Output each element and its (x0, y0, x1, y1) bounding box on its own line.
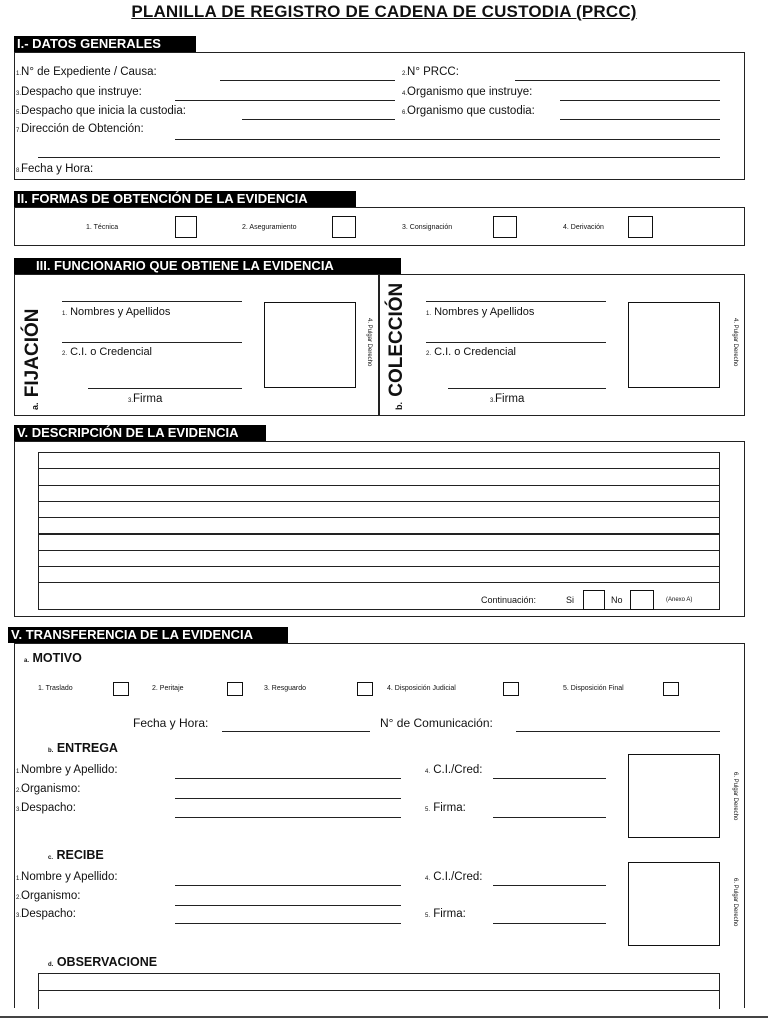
field-expediente-label: 1.N° de Expediente / Causa: (16, 66, 157, 78)
coleccion-thumb-label: 4. Pulgar Derecho (732, 318, 738, 367)
motive-final-label: 5. Disposición Final (563, 685, 624, 692)
coleccion-name-input[interactable] (426, 342, 606, 343)
coleccion-id-label: 2. C.I. o Credencial (426, 346, 517, 358)
fijacion-sign-input[interactable] (88, 388, 242, 389)
section-5-header: V. TRANSFERENCIA DE LA EVIDENCIA (8, 627, 288, 643)
motive-heading: a. MOTIVO (24, 651, 82, 665)
section-3-divider (378, 274, 380, 416)
fijacion-id-label: 2. C.I. o Credencial (62, 346, 153, 358)
delivery-cred-input[interactable] (493, 778, 606, 779)
delivery-sign-label: 5. Firma: (425, 802, 466, 814)
receive-office-input[interactable] (175, 923, 401, 924)
field-organismo-custodia-label: 6.Organismo que custodia: (402, 105, 535, 117)
option-aseguramiento-label: 2. Aseguramiento (242, 224, 297, 231)
delivery-heading: b. ENTREGA (48, 741, 118, 755)
receive-office-label: 3.Despacho: (16, 908, 76, 920)
continuation-label: Continuación: (481, 595, 537, 605)
coleccion-name-label: 1. Nombres y Apellidos (426, 306, 535, 318)
transfer-comm-label: N° de Comunicación: (380, 716, 493, 730)
motive-final-checkbox[interactable] (663, 682, 679, 696)
fijacion-sign-label: 3.Firma (128, 393, 163, 405)
description-area[interactable] (38, 452, 720, 610)
receive-thumb-label: 6. Pulgar Derecho (732, 878, 738, 927)
delivery-org-input[interactable] (175, 798, 401, 799)
motive-judicial-checkbox[interactable] (503, 682, 519, 696)
field-fecha-label: 8.Fecha y Hora: (16, 163, 94, 175)
fijacion-thumb-label: 4. Pulgar Derecho (366, 318, 372, 367)
field-prcc-label: 2.N° PRCC: (402, 66, 459, 78)
annex-label: (Anexo A) (666, 597, 693, 603)
section-1-header: I.- DATOS GENERALES (14, 36, 196, 52)
receive-name-label: 1.Nombre y Apellido: (16, 871, 118, 883)
field-organismo-instruye-label: 4.Organismo que instruye: (402, 86, 533, 98)
observations-heading: d. OBSERVACIONE (48, 955, 158, 969)
continuation-yes-checkbox[interactable] (583, 590, 605, 610)
fijacion-name-label: 1. Nombres y Apellidos (62, 306, 171, 318)
fijacion-top-line (62, 301, 242, 302)
receive-sign-input[interactable] (493, 923, 606, 924)
fijacion-name-input[interactable] (62, 342, 242, 343)
transfer-datetime-label: Fecha y Hora: (133, 716, 209, 730)
receive-sign-label: 5. Firma: (425, 908, 466, 920)
continuation-no-label: No (611, 595, 623, 605)
motive-peritaje-label: 2. Peritaje (152, 685, 184, 692)
receive-org-input[interactable] (175, 905, 401, 906)
coleccion-sign-label: 3.Firma (490, 393, 525, 405)
section-3-header: III. FUNCIONARIO QUE OBTIENE LA EVIDENCIA (14, 258, 401, 274)
field-despacho-custodia-label: 5.Despacho que inicia la custodia: (16, 105, 186, 117)
delivery-office-input[interactable] (175, 817, 401, 818)
delivery-sign-input[interactable] (493, 817, 606, 818)
delivery-thumb-label: 6. Pulgar Derecho (732, 772, 738, 821)
coleccion-thumbprint-box[interactable] (628, 302, 720, 388)
page-title: PLANILLA DE REGISTRO DE CADENA DE CUSTODIA (PRCC) (131, 2, 637, 21)
field-expediente-input[interactable] (220, 80, 395, 81)
field-prcc-input[interactable] (515, 80, 720, 81)
field-direccion-input[interactable] (175, 139, 720, 140)
field-direccion-label: 7.Dirección de Obtención: (16, 123, 144, 135)
field-despacho-instruye-input[interactable] (175, 100, 395, 101)
field-direccion-input-2[interactable] (38, 157, 720, 158)
coleccion-title: b. COLECCIÓN (386, 282, 407, 410)
field-despacho-instruye-label: 3.Despacho que instruye: (16, 86, 142, 98)
transfer-comm-input[interactable] (516, 731, 720, 732)
transfer-datetime-input[interactable] (222, 731, 370, 732)
delivery-office-label: 3.Despacho: (16, 802, 76, 814)
coleccion-top-line (426, 301, 606, 302)
motive-peritaje-checkbox[interactable] (227, 682, 243, 696)
section-4-header: V. DESCRIPCIÓN DE LA EVIDENCIA (14, 425, 266, 441)
delivery-name-input[interactable] (175, 778, 401, 779)
receive-name-input[interactable] (175, 885, 401, 886)
receive-heading: c. RECIBE (48, 848, 104, 862)
delivery-name-label: 1.Nombre y Apellido: (16, 764, 118, 776)
motive-traslado-checkbox[interactable] (113, 682, 129, 696)
delivery-cred-label: 4. C.I./Cred: (425, 764, 483, 776)
receive-org-label: 2.Organismo: (16, 890, 81, 902)
option-aseguramiento-checkbox[interactable] (332, 216, 356, 238)
motive-resguardo-checkbox[interactable] (357, 682, 373, 696)
receive-cred-input[interactable] (493, 885, 606, 886)
field-organismo-instruye-input[interactable] (560, 100, 720, 101)
option-tecnica-checkbox[interactable] (175, 216, 197, 238)
receive-cred-label: 4. C.I./Cred: (425, 871, 483, 883)
fijacion-title: a. FIJACIÓN (22, 308, 43, 410)
page-bottom-rule (0, 1016, 768, 1018)
delivery-thumbprint-box[interactable] (628, 754, 720, 838)
fijacion-thumbprint-box[interactable] (264, 302, 356, 388)
motive-resguardo-label: 3. Resguardo (264, 685, 307, 692)
receive-thumbprint-box[interactable] (628, 862, 720, 946)
option-derivacion-label: 4. Derivación (563, 224, 604, 231)
continuation-no-checkbox[interactable] (630, 590, 654, 610)
motive-traslado-label: 1. Traslado (38, 685, 73, 692)
option-consignacion-label: 3. Consignación (402, 224, 453, 231)
motive-judicial-label: 4. Disposición Judicial (387, 685, 456, 692)
continuation-yes-label: Si (566, 595, 575, 605)
section-2-header: II. FORMAS DE OBTENCIÓN DE LA EVIDENCIA (14, 191, 356, 207)
option-derivacion-checkbox[interactable] (628, 216, 653, 238)
field-despacho-custodia-input[interactable] (242, 119, 395, 120)
observations-area[interactable] (38, 973, 720, 1009)
option-tecnica-label: 1. Técnica (86, 224, 119, 231)
option-consignacion-checkbox[interactable] (493, 216, 517, 238)
coleccion-sign-input[interactable] (448, 388, 606, 389)
field-organismo-custodia-input[interactable] (560, 119, 720, 120)
delivery-org-label: 2.Organismo: (16, 783, 81, 795)
